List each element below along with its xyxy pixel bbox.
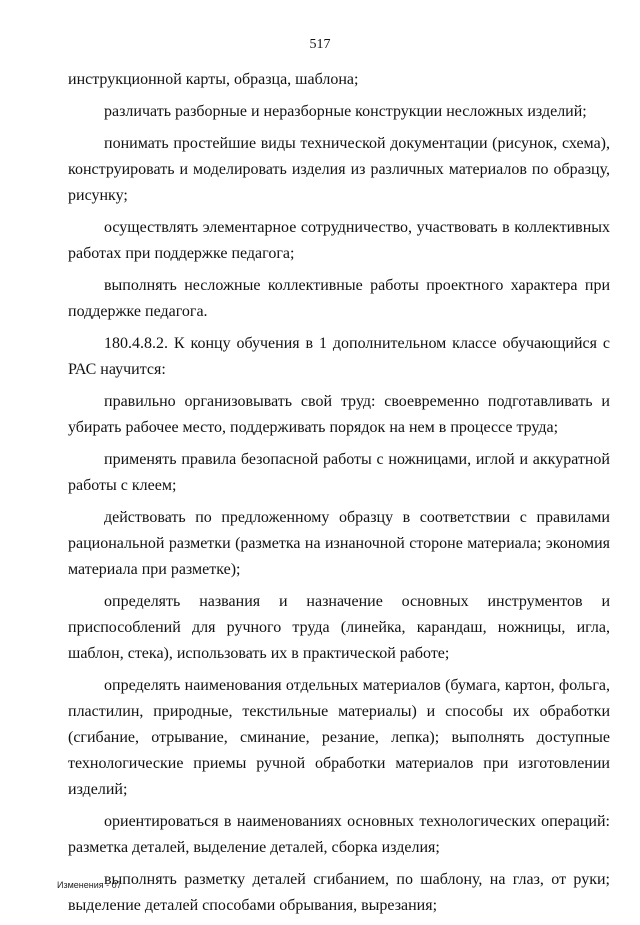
paragraph: применять правила безопасной работы с ножницами, иглой и аккуратной работы с клеем; (68, 451, 610, 494)
paragraph: различать разборные и неразборные конструкции несложных изделий; (104, 103, 587, 120)
page-number: 517 (309, 37, 331, 52)
footer-revision-note: Изменения - 07 (57, 880, 122, 890)
paragraph: выполнять разметку деталей сгибанием, по шаблону, на глаз, от руки; выделение деталей способами обрывания, вырезания; (68, 871, 610, 914)
paragraph: выполнять несложные коллективные работы проектного характера при поддержке педагога. (68, 277, 610, 320)
paragraph: определять наименования отдельных материалов (бумага, картон, фольга, пластилин, природные, текстильные материалы) и способы их обработки (сгибание, отрывание, сминание, резание, лепка); выполнять доступные технологические приемы ручной обработки материалов при изготовлении изделий; (68, 677, 610, 798)
paragraph-continuation: инструкционной карты, образца, шаблона; (68, 71, 359, 88)
paragraph: осуществлять элементарное сотрудничество, участвовать в коллективных работах при поддержке педагога; (68, 219, 610, 262)
paragraph: понимать простейшие виды технической документации (рисунок, схема), конструировать и моделировать изделия из различных материалов по образцу, рисунку; (68, 135, 610, 204)
paragraph: действовать по предложенному образцу в соответствии с правилами рациональной разметки (разметка на изнаночной стороне материала; экономия материала при разметке); (68, 509, 610, 578)
paragraph: ориентироваться в наименованиях основных технологических операций: разметка деталей, выделение деталей, сборка изделия; (68, 813, 610, 856)
paragraph: правильно организовывать свой труд: своевременно подготавливать и убирать рабочее место, поддерживать порядок на нем в процессе труда; (68, 393, 610, 436)
paragraph: определять названия и назначение основных инструментов и приспособлений для ручного труда (линейка, карандаш, ножницы, игла, шаблон, стека), использовать их в практической работе; (68, 593, 610, 662)
section-heading-paragraph: 180.4.8.2. К концу обучения в 1 дополнительном классе обучающийся с РАС научится: (68, 335, 610, 378)
page-body (68, 67, 610, 925)
